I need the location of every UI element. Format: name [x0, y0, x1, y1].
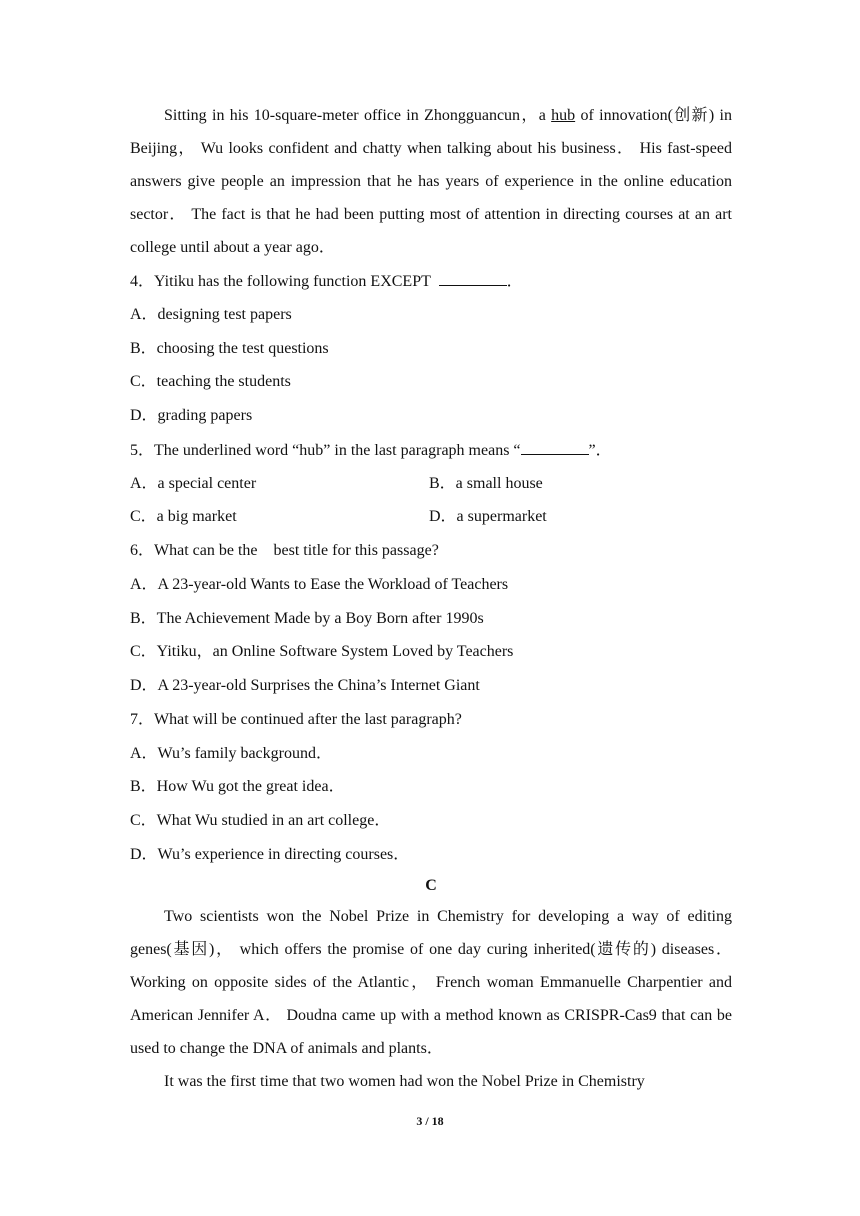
q5-option-b: B．a small house [429, 475, 543, 492]
q5-option-a: A．a special center [130, 475, 257, 492]
section-c-paragraph-1: Two scientists won the Nobel Prize in Chemistry for developing a way of editing genes(基因)， which offers the promise of one day curing inherited(遗传的) diseases． Working on opposite sides of the Atlantic， French woman Emmanuelle Charpentier and American Jennifer A． Doudna came up with a method known as CRISPR-Cas9 that can be used to change the DNA of animals and plants． [130, 908, 732, 1057]
answer-blank [439, 271, 507, 286]
q4-option-b: B．choosing the test questions [130, 340, 329, 357]
passage-paragraph [130, 99, 732, 264]
q4-option-c: C．teaching the students [130, 373, 291, 390]
q6-option-c: C．Yitiku，an Online Software System Loved by Teachers [130, 643, 514, 660]
question-6-stem: 6．What can be the best title for this passage? [130, 542, 439, 559]
q5-option-c: C．a big market [130, 508, 237, 525]
underlined-word-hub: hub [551, 107, 576, 124]
q7-option-d: D．Wu’s experience in directing courses． [130, 846, 410, 863]
q4-option-a: A．designing test papers [130, 306, 292, 323]
q6-option-b: B．The Achievement Made by a Boy Born after 1990s [130, 610, 484, 627]
q7-option-a: A．Wu’s family background． [130, 745, 332, 762]
question-5-stem: 5．The underlined word “hub” in the last paragraph means “ ”． [130, 442, 612, 459]
section-heading: C [425, 877, 437, 894]
section-c-paragraph-2: It was the first time that two women had won the Nobel Prize in Chemistry [164, 1073, 645, 1090]
page-number: 3 / 18 [416, 1114, 444, 1128]
q7-option-b: B．How Wu got the great idea． [130, 778, 345, 795]
q5-option-d: D．a supermarket [429, 508, 547, 525]
answer-blank [521, 440, 589, 455]
q6-option-d: D．A 23-year-old Surprises the China’s Internet Giant [130, 677, 480, 694]
q6-option-a: A．A 23-year-old Wants to Ease the Workload of Teachers [130, 576, 509, 593]
paragraph-text: of innovation(创新) in Beijing， Wu looks confident and chatty when talking about his business． His fast-speed answers give people an impression that he has years of experience in the online education sector． The fact is that he had been putting most of attention in directing courses at an art college until about a year ago． [130, 107, 732, 256]
question-7-stem: 7．What will be continued after the last paragraph? [130, 711, 462, 728]
question-4-stem: 4．Yitiku has the following function EXCEPT ． [130, 273, 523, 290]
q4-option-d: D．grading papers [130, 407, 253, 424]
paragraph-text: Sitting in his 10-square-meter office in Zhongguancun，a [164, 107, 552, 124]
q7-option-c: C．What Wu studied in an art college． [130, 812, 391, 829]
